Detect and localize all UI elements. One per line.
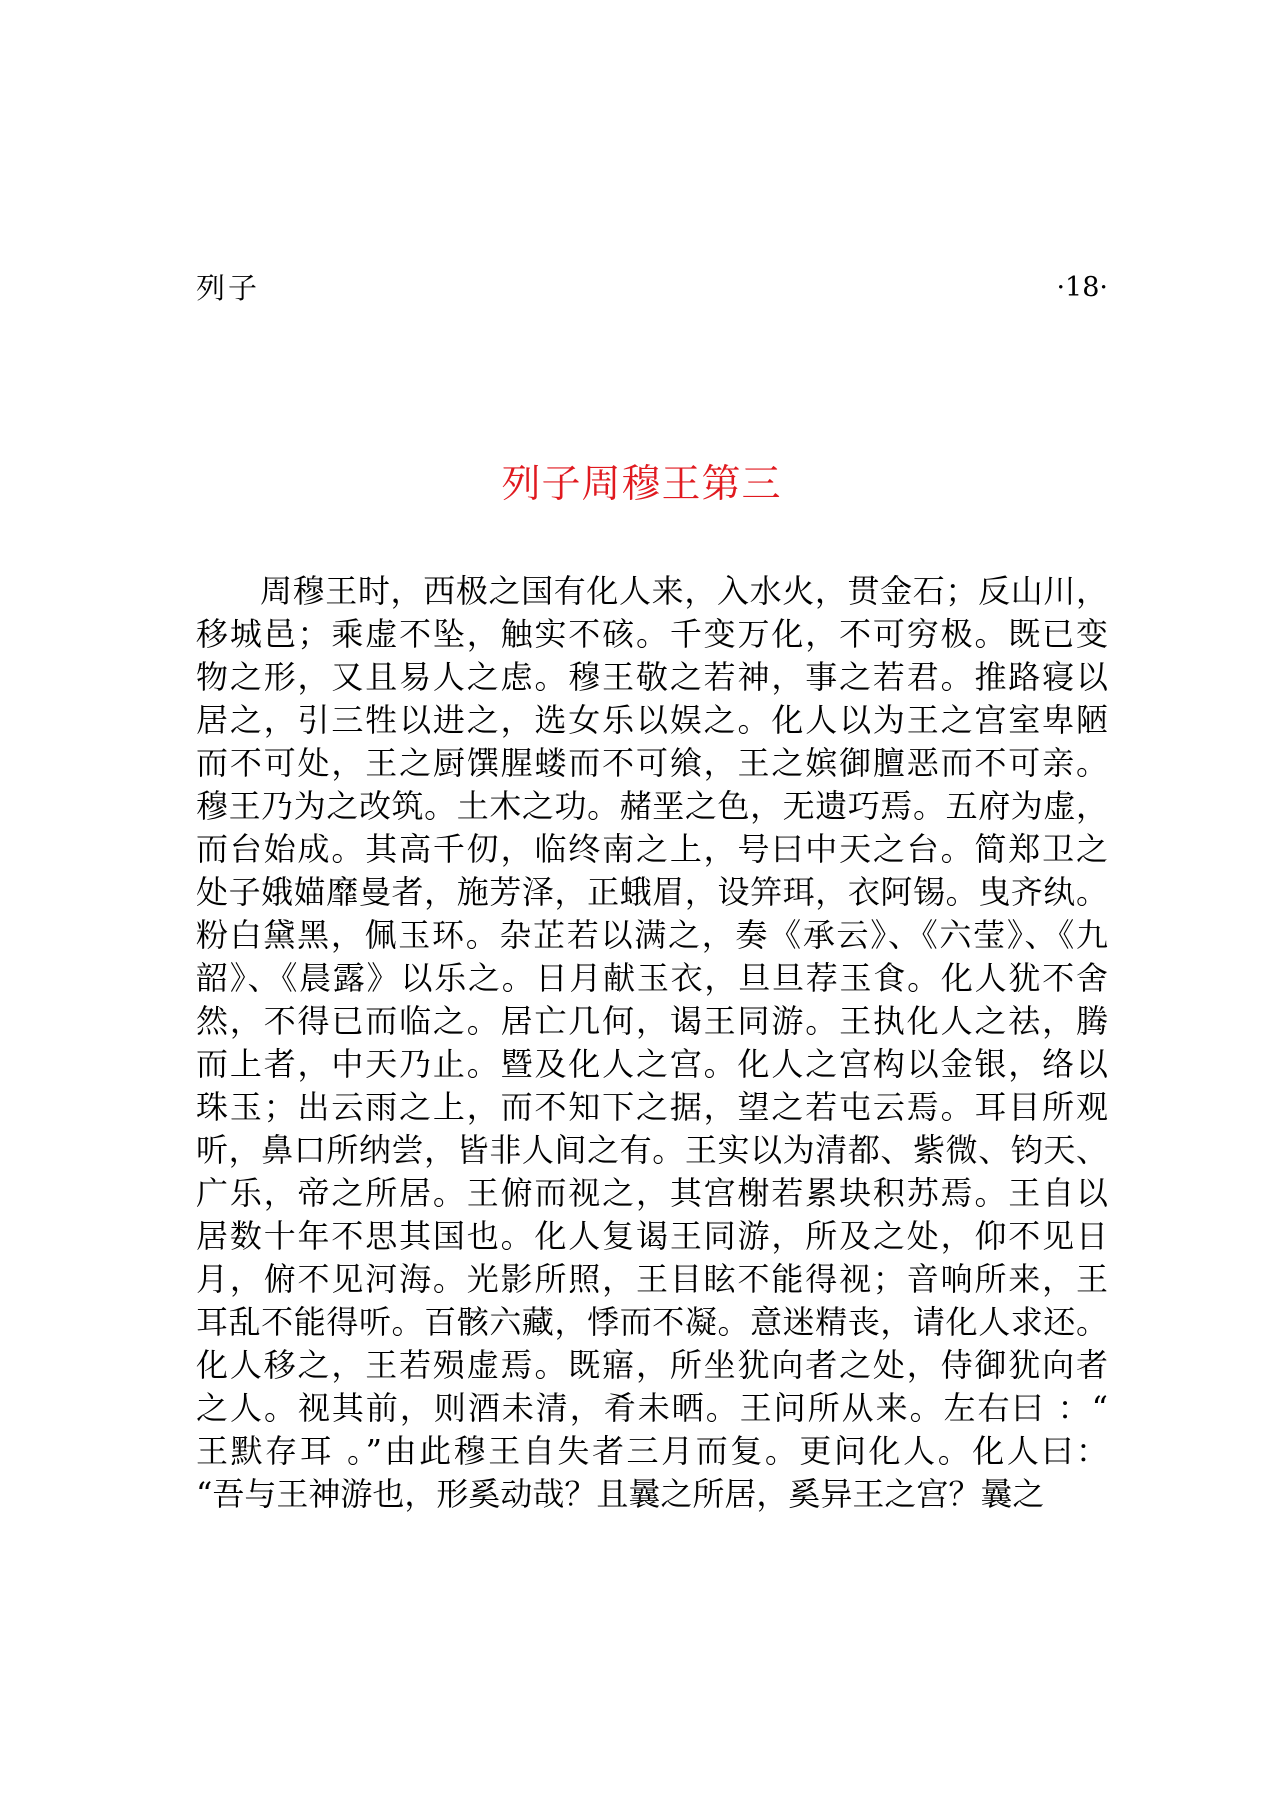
- text-line: 广乐，帝之所居。王俯而视之，其宫榭若累块积苏焉。王自以: [196, 1174, 1108, 1212]
- text-line: 周穆王时，西极之国有化人来，入水火，贯金石；反山川，: [260, 572, 1108, 610]
- text-line: 穆王乃为之改筑。土木之功。赭垩之色，无遗巧焉。五府为虚，: [196, 787, 1108, 825]
- text-line: 韶》、《晨露》以乐之。日月献玉衣，旦旦荐玉食。化人犹不舍: [196, 959, 1108, 997]
- text-line: 粉白黛黑，佩玉环。杂芷若以满之，奏《承云》、《六莹》、《九: [196, 916, 1108, 954]
- page-number: ·18·: [1056, 272, 1108, 303]
- text-line: 月，俯不见河海。光影所照，王目眩不能得视；音响所来，王: [196, 1260, 1108, 1298]
- book-title: 列子: [196, 271, 261, 305]
- text-line: 然，不得已而临之。居亡几何，谒王同游。王执化人之祛，腾: [196, 1002, 1108, 1040]
- text-line: 而台始成。其高千仞，临终南之上，号曰中天之台。简郑卫之: [196, 830, 1108, 868]
- text-line: 居之，引三牲以进之，选女乐以娱之。化人以为王之宫室卑陋: [196, 701, 1108, 739]
- text-line: 之人。视其前，则酒未清，肴未晒。王问所从来。左右曰 ：“: [196, 1389, 1108, 1427]
- text-line: 耳乱不能得听。百骸六藏，悸而不凝。意迷精丧，请化人求还。: [196, 1303, 1108, 1341]
- text-line: 而上者，中天乃止。暨及化人之宫。化人之宫构以金银，络以: [196, 1045, 1108, 1083]
- text-line: 听，鼻口所纳尝，皆非人间之有。王实以为清都、紫微、钧天、: [196, 1131, 1108, 1169]
- running-header: [196, 268, 1108, 308]
- text-line: 移城邑；乘虚不坠，触实不硋。千变万化，不可穷极。既已变: [196, 615, 1108, 653]
- body-paragraph: [196, 570, 1108, 1516]
- text-line: 居数十年不思其国也。化人复谒王同游，所及之处，仰不见日: [196, 1217, 1108, 1255]
- text-line: 物之形，又且易人之虑。穆王敬之若神，事之若君。推路寝以: [196, 658, 1108, 696]
- text-line: 而不可处，王之厨馔腥蝼而不可飨，王之嫔御膻恶而不可亲。: [196, 744, 1108, 782]
- text-line: “吾与王神游也，形奚动哉？且曩之所居，奚异王之宫？曩之: [196, 1475, 1045, 1513]
- text-line: 珠玉；出云雨之上，而不知下之据，望之若屯云焉。耳目所观: [196, 1088, 1108, 1126]
- text-line: 王默存耳 。”由此穆王自失者三月而复。更问化人。化人曰：: [196, 1432, 1108, 1470]
- chapter-title: 列子周穆王第三: [501, 462, 782, 507]
- text-line: 处子娥媌靡曼者，施芳泽，正蛾眉，设笄珥，衣阿锡。曳齐纨。: [196, 873, 1108, 911]
- text-line: 化人移之，王若殒虚焉。既寤，所坐犹向者之处，侍御犹向者: [196, 1346, 1108, 1384]
